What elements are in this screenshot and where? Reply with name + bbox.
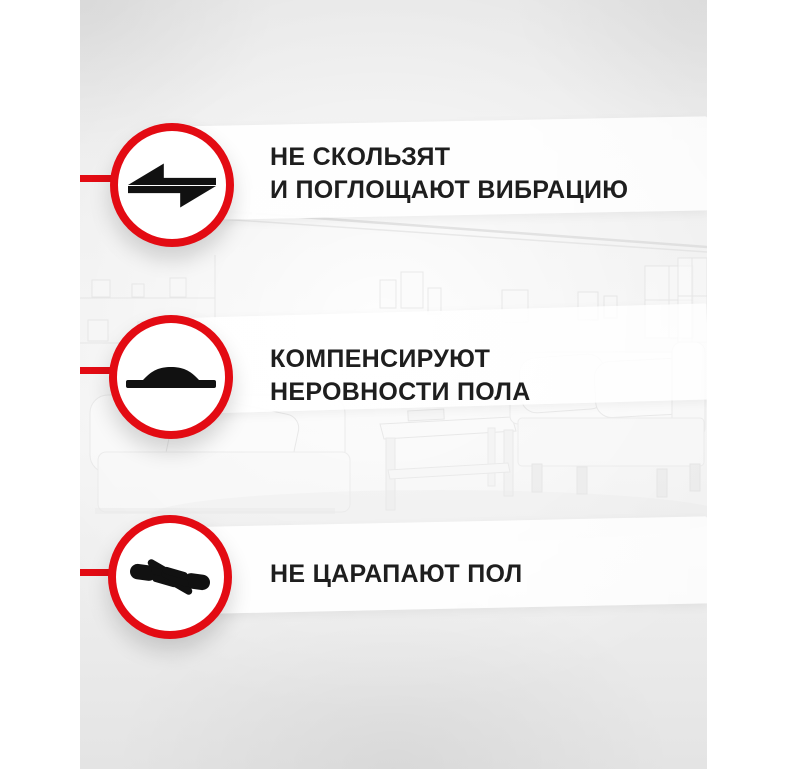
feature-text-no-slip xyxy=(270,141,628,207)
feature-text-levelling xyxy=(270,343,531,409)
feature-line: НЕРОВНОСТИ ПОЛА xyxy=(270,378,531,406)
feature-line: НЕ ЦАРАПАЮТ ПОЛ xyxy=(270,560,523,588)
swap-arrows-icon xyxy=(128,163,216,208)
bump-icon xyxy=(126,365,216,389)
feature-line: НЕ СКОЛЬЗЯТ xyxy=(270,143,451,171)
feature-badge-no-slip xyxy=(110,123,234,247)
feature-line: КОМПЕНСИРУЮТ xyxy=(270,345,491,373)
infographic-canvas xyxy=(80,0,707,769)
protecting-hands-icon xyxy=(129,552,211,602)
feature-text-no-scratch xyxy=(270,558,522,591)
feature-badge-levelling xyxy=(109,315,233,439)
feature-badge-no-scratch xyxy=(108,515,232,639)
feature-line: И ПОГЛОЩАЮТ ВИБРАЦИЮ xyxy=(270,176,629,204)
